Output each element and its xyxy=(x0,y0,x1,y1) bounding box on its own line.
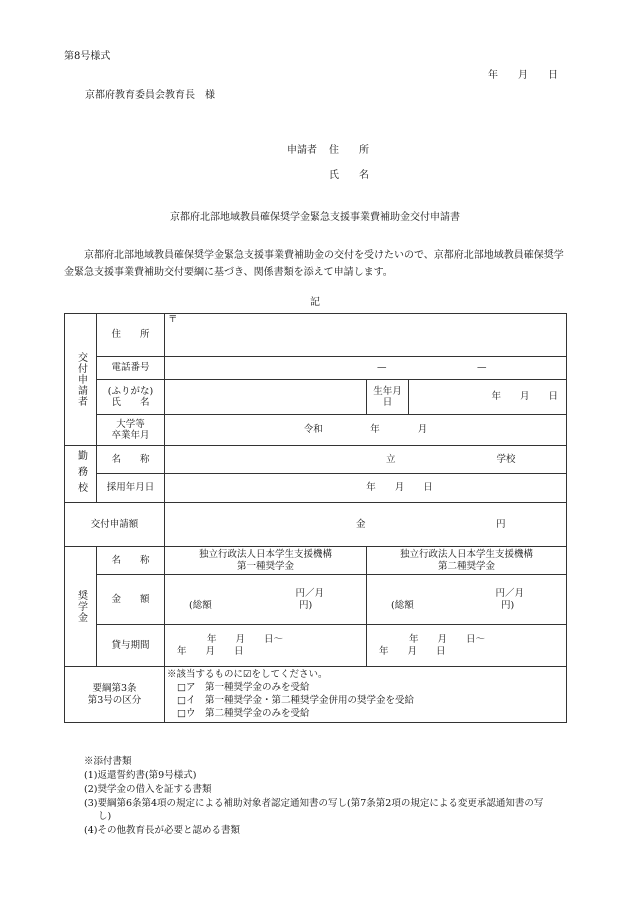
category-field xyxy=(165,667,567,723)
name-label-cell xyxy=(97,380,165,415)
attachment-item-2: (2)奨学金の借入を証する書類 xyxy=(84,784,212,795)
birth-label-1: 生年月 xyxy=(373,385,402,397)
sch-group-cell xyxy=(65,547,97,667)
addressee: 京都府教育委員会教育長 様 xyxy=(85,90,215,101)
grad-label-cell xyxy=(97,415,165,446)
applicant-address-label: 住 所 xyxy=(329,145,369,156)
sch2-total-close: 円) xyxy=(501,599,515,611)
hire-label: 採用年月日 xyxy=(97,474,165,503)
row-sch-amount xyxy=(65,575,567,625)
attachment-item-1: (1)返還誓約書(第9号様式) xyxy=(84,770,197,781)
sch-name-label: 名 称 xyxy=(97,547,165,575)
category-label-1: 要綱第3条 xyxy=(92,683,137,695)
applicant-name-label: 氏 名 xyxy=(329,170,369,181)
sch2-line2: 第二種奨学金 xyxy=(437,560,495,572)
sch2-amount-field[interactable] xyxy=(367,575,567,625)
amount-kin: 金 xyxy=(355,518,366,530)
row-school xyxy=(65,446,567,474)
row-graduation xyxy=(65,415,567,446)
form-number: 第8号様式 xyxy=(64,51,111,62)
document-title: 京都府北部地域教員確保奨学金緊急支援事業費補助金交付申請書 xyxy=(170,212,460,223)
applicant-label: 申請者 xyxy=(287,145,317,156)
work-group-cell xyxy=(65,446,97,503)
row-hire-date xyxy=(65,474,567,503)
sch1-loan-field[interactable] xyxy=(165,625,367,667)
amount-field[interactable] xyxy=(165,503,567,547)
sch2-loan-from: 年 月 日～ xyxy=(409,634,486,646)
ki-label: 記 xyxy=(310,297,320,308)
school-value-1: 立 xyxy=(385,453,396,465)
grad-label-1: 大学等 xyxy=(116,418,145,430)
sch2-loan-to: 年 月 日 xyxy=(379,645,446,657)
birth-label-2: 日 xyxy=(382,397,393,408)
sch2-total-open: (総額 xyxy=(391,599,414,611)
row-phone xyxy=(65,357,567,380)
address-field[interactable] xyxy=(165,314,567,357)
application-table xyxy=(64,313,567,723)
school-value-2: 学校 xyxy=(496,453,516,465)
postal-mark: 〒 xyxy=(168,314,178,325)
sch1-line1: 独立行政法人日本学生支援機構 xyxy=(198,549,332,561)
sch1-loan-to: 年 月 日 xyxy=(177,645,244,657)
row-amount xyxy=(65,503,567,547)
sch1-name-cell xyxy=(165,547,367,575)
phone-label: 電話番号 xyxy=(97,357,165,380)
category-label-2: 第3号の区分 xyxy=(87,694,142,706)
sch-group-label: 奨学金 xyxy=(75,590,87,623)
row-category xyxy=(65,667,567,723)
category-option-a[interactable]: □ア 第一種奨学金のみを受給 xyxy=(177,682,310,693)
birth-field[interactable]: 年 月 日 xyxy=(409,380,567,415)
school-field[interactable] xyxy=(165,446,567,474)
category-label-cell xyxy=(65,667,165,723)
grantee-group-cell xyxy=(65,314,97,446)
row-sch-name xyxy=(65,547,567,575)
category-option-u[interactable]: □ウ 第二種奨学金のみを受給 xyxy=(177,708,310,719)
birth-label-cell xyxy=(367,380,409,415)
hire-field[interactable]: 年 月 日 xyxy=(165,474,567,503)
work-group-label: 勤務校 xyxy=(75,450,87,498)
school-name-label: 名 称 xyxy=(97,446,165,474)
row-name xyxy=(65,380,567,415)
grantee-group-label: 交付申請者 xyxy=(75,352,87,407)
grad-field[interactable]: 令和 年 月 xyxy=(165,415,567,446)
loan-label: 貸与期間 xyxy=(97,625,165,667)
sch1-loan-from: 年 月 日～ xyxy=(207,634,284,646)
sch2-per-month: 円／月 xyxy=(495,588,524,600)
sch-amount-label: 金 額 xyxy=(97,575,165,625)
sch1-per-month: 円／月 xyxy=(295,588,324,600)
sch1-total-open: (総額 xyxy=(189,599,212,611)
sch2-loan-field[interactable] xyxy=(367,625,567,667)
category-option-i[interactable]: □イ 第一種奨学金・第二種奨学金併用の奨学金を受給 xyxy=(177,695,414,706)
furigana-label: (ふりがな) xyxy=(107,385,154,397)
attachment-item-4: (4)その他教育長が必要と認める書類 xyxy=(84,825,240,836)
attachments-title: ※添付書類 xyxy=(84,756,132,767)
body-paragraph: 京都府北部地域教員確保奨学金緊急支援事業費補助金の交付を受けたいので、京都府北部地域教員確保奨学金緊急支援事業費補助交付要綱に基づき、関係書類を添えて申請します。 xyxy=(64,250,564,278)
sch2-line1: 独立行政法人日本学生支援機構 xyxy=(399,549,533,561)
sch1-line2: 第一種奨学金 xyxy=(236,560,294,572)
row-address xyxy=(65,314,567,357)
phone-dash-2: — xyxy=(477,362,487,374)
sch2-name-cell xyxy=(367,547,567,575)
grad-label-2: 卒業年月 xyxy=(111,430,150,441)
attachment-item-3: (3)要綱第6条第4項の規定による補助対象者認定通知書の写し(第7条第2項の規定による変更承認通知書の写 xyxy=(84,798,544,809)
address-label: 住 所 xyxy=(97,314,165,357)
attachment-item-3-cont: し) xyxy=(98,811,112,822)
row-loan-period xyxy=(65,625,567,667)
name-field[interactable] xyxy=(165,380,367,415)
name-label: 氏 名 xyxy=(111,397,150,408)
date-line: 年 月 日 xyxy=(488,70,558,81)
amount-yen: 円 xyxy=(495,518,506,530)
phone-dash-1: — xyxy=(377,362,387,374)
phone-field[interactable] xyxy=(165,357,567,380)
sch1-total-close: 円) xyxy=(299,599,313,611)
amount-label: 交付申請額 xyxy=(65,503,165,547)
category-notice: ※該当するものに☑をしてください。 xyxy=(167,669,328,680)
sch1-amount-field[interactable] xyxy=(165,575,367,625)
